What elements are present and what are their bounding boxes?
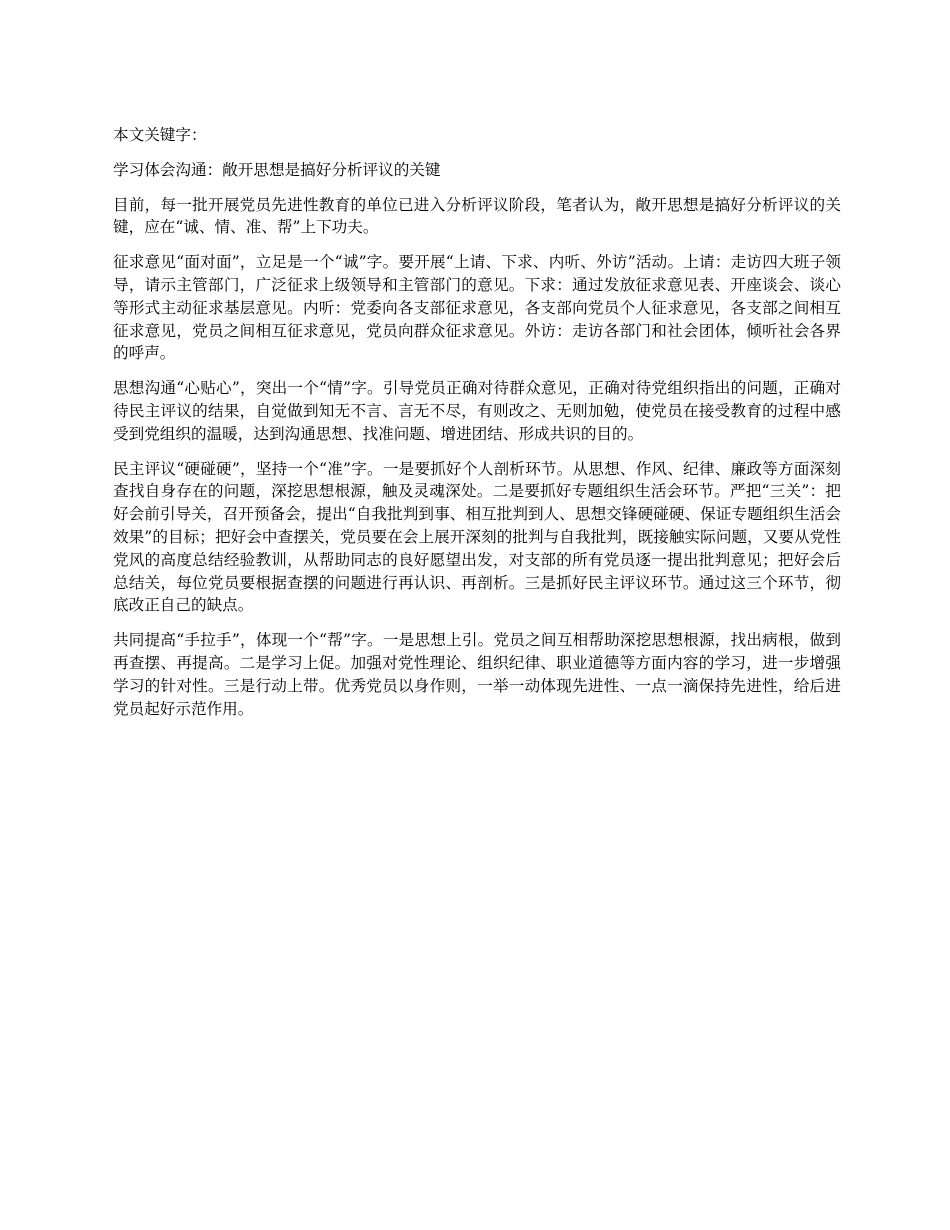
document-title: 学习体会沟通：敞开思想是搞好分析评议的关键 <box>113 160 441 179</box>
paragraph-emotion: 思想沟通“心贴心”，突出一个“情”字。引导党员正确对待群众意见，正确对待党组织指出的问题，正确对待民主评议的结果，自觉做到知无不言、言无不尽，有则改之、无则加勉，使党员在接受教育的过程中感受到党组织的温暖，达到沟通思想、找准问题、增进团结、形成共识的目的。 <box>113 379 841 443</box>
document-body <box>113 124 841 732</box>
paragraph-sincerity: 征求意见“面对面”，立足是一个“诚”字。要开展“上请、下求、内听、外访”活动。上请：走访四大班子领导，请示主管部门，广泛征求上级领导和主管部门的意见。下求：通过发放征求意见表、开座谈会、谈心等形式主动征求基层意见。内听：党委向各支部征求意见，各支部向党员个人征求意见，各支部之间相互征求意见，党员之间相互征求意见，党员向群众征求意见。外访：走访各部门和社会团体，倾听社会各界的呼声。 <box>113 253 841 363</box>
keywords-label: 本文关键字： <box>113 126 207 144</box>
paragraph-accuracy: 民主评议“硬碰硬”，坚持一个“准”字。一是要抓好个人剖析环节。从思想、作风、纪律、廉政等方面深刻查找自身存在的问题，深挖思想根源，触及灵魂深处。二是要抓好专题组织生活会环节。严把“三关”：把好会前引导关，召开预备会，提出“自我批判到事、相互批判到人、思想交锋硬碰硬、保证专题组织生活会效果”的目标；把好会中查摆关，党员要在会上展开深刻的批判与自我批判，既接触实际问题，又要从党性党风的高度总结经验教训，从帮助同志的良好愿望出发，对支部的所有党员逐一提出批判意见；把好会后总结关，每位党员要根据查摆的问题进行再认识、再剖析。三是抓好民主评议环节。通过这三个环节，彻底改正自己的缺点。 <box>113 459 841 615</box>
paragraph-help: 共同提高“手拉手”，体现一个“帮”字。一是思想上引。党员之间互相帮助深挖思想根源，找出病根，做到再查摆、再提高。二是学习上促。加强对党性理论、组织纪律、职业道德等方面内容的学习，进一步增强学习的针对性。三是行动上带。优秀党员以身作则，一举一动体现先进性、一点一滴保持先进性，给后进党员起好示范作用。 <box>113 631 841 718</box>
paragraph-intro: 目前，每一批开展党员先进性教育的单位已进入分析评议阶段，笔者认为，敞开思想是搞好分析评议的关键，应在“诚、情、准、帮”上下功夫。 <box>113 195 841 237</box>
